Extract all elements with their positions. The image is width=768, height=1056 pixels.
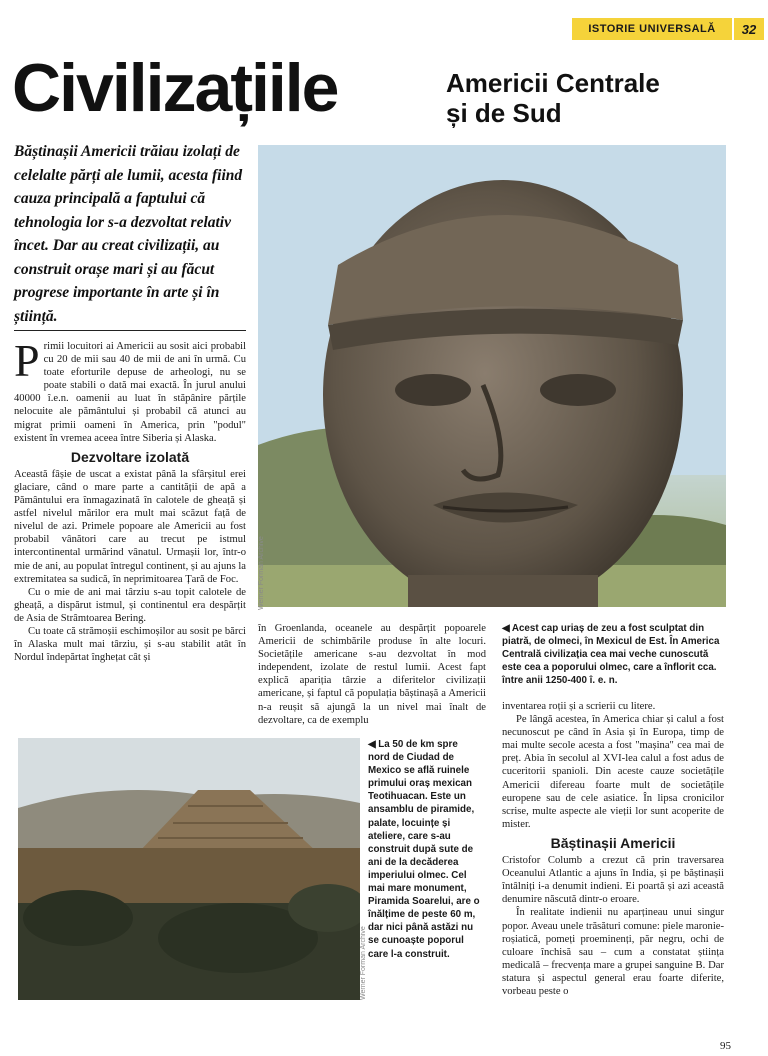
lead-paragraph: Băștinașii Americii trăiau izolați de celelalte părți ale lumii, acesta fiind cauza principală a faptului că tehnologia lor s-a dezvoltat relativ încet. Dar au creat civilizații, au construit orașe mari și au făcut progrese importante în arte și în știință. — [14, 143, 243, 325]
olmec-head-illustration — [258, 145, 726, 607]
divider — [14, 330, 246, 331]
paragraph: În realitate indienii nu aparțineau unui singur popor. Aveau unele trăsături comune: piele maronie-roșiatică, pomeți proeminenți, păr negru, ochi de culoare închisă sau – cum a constatat știința medicală – frecvența mare a grupei sanguine B. Dar statura și aspectul general erau foarte diferite, vorbeau peste o — [502, 907, 724, 997]
page-title: Civilizațiile — [12, 50, 338, 126]
teotihuacan-photo — [18, 738, 360, 1000]
paragraph: Cu toate că strămoșii eschimoșilor au sosit pe bărci în Alaska mult mai târziu, și s-au stabilit atât în Nordul îndepărtat înghețat cât și — [14, 625, 246, 664]
pyramid-illustration — [18, 738, 360, 1000]
paragraph: Această fâșie de uscat a existat până la sfârșitul erei glaciare, când o mare parte a cantității de apă a Pământului era înmagazinată în calotele de gheață și astfel nivelul mărilor era mult mai scăzut față de nivelul de azi. Primele popoare ale Americii au fost probabil vânători care au trecut pe istmul intercontinental urmărind vânatul. Urmașii lor, într-o mie de ani, au populat întregul continent, și au ajuns la extremitatea sa sudică, în neprimitoarea Țară de Foc. — [14, 468, 246, 585]
paragraph: în Groenlanda, oceanele au despărțit popoarele Americii de schimbările produse în alte locuri. Societățile americane s-au dezvoltat în mod independent, izolate de restul lumii. Acest fapt explică apariția târzie a diferitelor civilizații americane, și faptul că populația băștinașă a Americii n-a reușit să ajungă la un nivel mai înalt de dezvoltare, ca de exemplu — [258, 623, 486, 726]
olmec-head-photo — [258, 145, 726, 607]
paragraph: inventarea roții și a scrierii cu litere. — [502, 701, 656, 712]
photo-credit: Werner Forman Archive — [360, 926, 367, 1000]
paragraph: Cristofor Columb a crezut că prin traversarea Oceanului Atlantic a ajuns în India, și pe băștinașii întâlniți i-a denumit indieni. Ei poartă și azi această denumire născută dintr-o eroare. — [502, 855, 724, 906]
paragraph: Pe lângă acestea, în America chiar și calul a fost necunoscut pe când în Asia și în Europa, timp de mai multe secole acesta a fost "mașina" cea mai de preț. Abia în secolul al XVI-lea calul a fost adus de cuceritorii spanioli. Din aceste cauze societățile Americii difereau foarte mult de societățile europene sau de cele asiatice. În lipsa cronicilor scrise, multe aspecte ale vieții lor sunt acoperite de mister. — [502, 714, 724, 830]
caption-arrow-icon: ◀ — [502, 623, 512, 634]
subtitle-line-1: Americii Centrale — [446, 68, 660, 98]
section-heading: Băștinașii Americii — [550, 834, 676, 851]
column-3 — [502, 700, 724, 998]
caption-text: Acest cap uriaș de zeu a fost sculptat din piatră, de olmeci, în Mexicul de Est. În America Centrală civilizația cea mai veche cunoscută este cea a poporului olmec, care a înflorit cca. între anii 1250-400 î. e. n. — [502, 623, 720, 687]
caption-arrow-icon: ◀ — [368, 739, 379, 750]
section-heading: Dezvoltare izolată — [70, 448, 190, 465]
caption-teotihuacan — [368, 738, 480, 961]
drop-cap: P — [14, 335, 40, 386]
page-number-badge: 32 — [734, 18, 764, 40]
page-subtitle — [446, 68, 660, 128]
caption-olmec-head — [502, 622, 724, 687]
subtitle-line-2: și de Sud — [446, 98, 562, 128]
paragraph: Cu o mie de ani mai târziu s-au topit calotele de gheață, a dispărut istmul, și continentul era despărțit de Asia de Strâmtoarea Bering. — [14, 586, 246, 624]
section-label: ISTORIE UNIVERSALĂ — [572, 18, 732, 40]
caption-text: La 50 de km spre nord de Ciudad de Mexico se află ruinele primului oraș mexican Teotihuacan. Este un ansamblu de piramide, palate, locuințe și ateliere, care s-au construit după sute de ani de la decăderea imperiului olmec. Cel mai mare monument, Piramida Soarelui, are o înălțime de peste 60 m, dar nici până astăzi nu se cunoaște poporul care l-a construit. — [368, 739, 480, 960]
column-2 — [258, 622, 486, 727]
photo-credit: Werner Forman Archive — [258, 536, 265, 610]
column-1 — [14, 335, 246, 664]
folio-number: 95 — [720, 1040, 731, 1052]
paragraph: rimii locuitori ai Americii au sosit aici probabil cu 20 de mii sau 40 de mii de ani în urmă. Cu toate eforturile depuse de arheologi, nu se poate stabili o dată mai exactă. În jurul anului 40000 î.e.n. oamenii au luat în stăpânire părțile nelocuite ale pământului și probabil că atunci au migrat primii oameni în America, prin "podul" existent în vremea aceea între Siberia și Alaska. — [14, 341, 246, 444]
